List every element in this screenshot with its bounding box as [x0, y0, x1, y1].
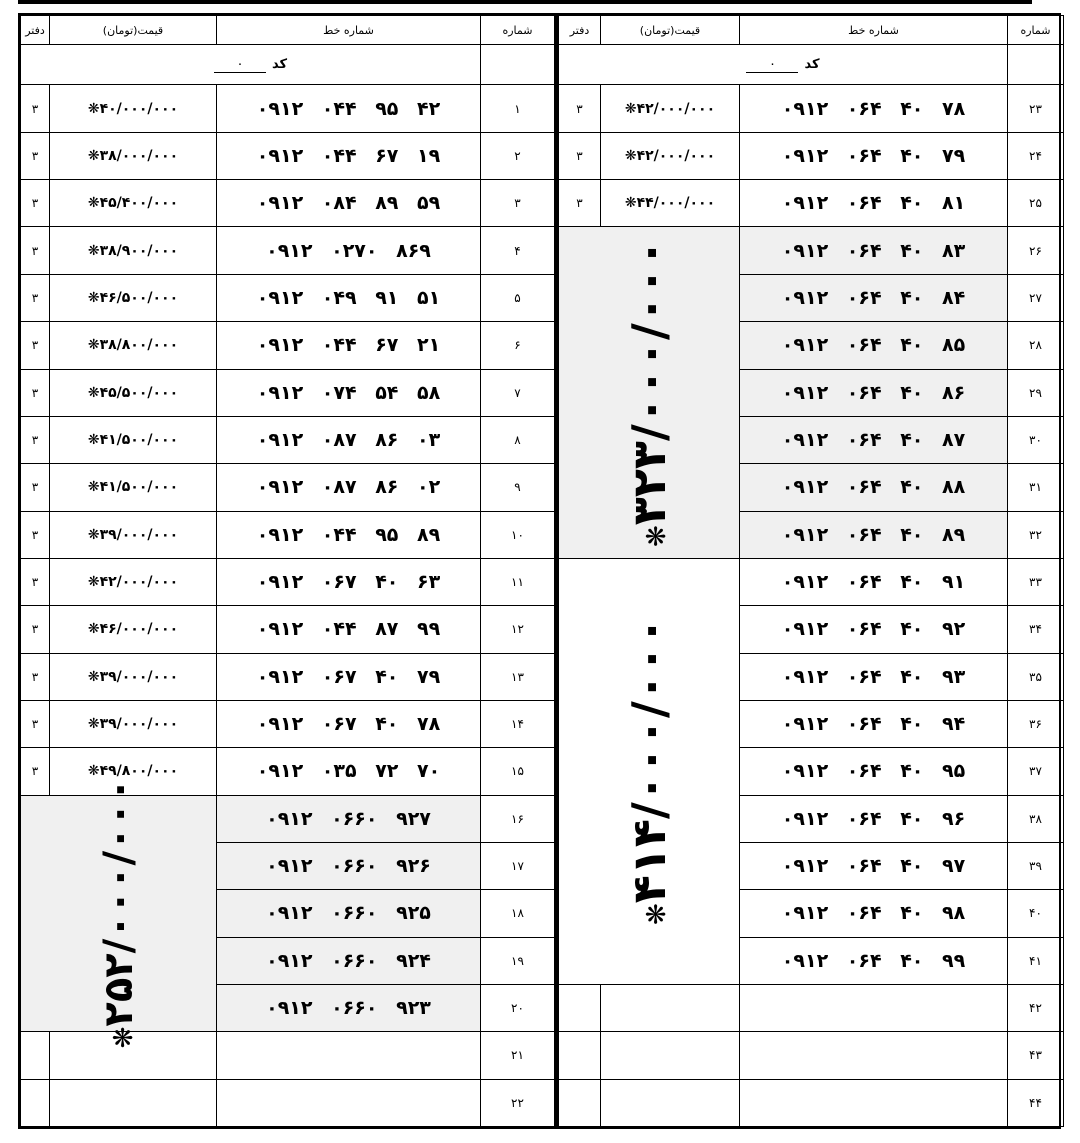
row-number: ۳۵ [1008, 653, 1064, 700]
code-row [21, 45, 481, 85]
line-number-cell: ۰۹۱۲ ۰۷۴ ۵۴ ۵۸ [217, 369, 481, 416]
price-value: ۴۶/۰۰۰/۰۰۰ [99, 621, 179, 638]
table-row [559, 1032, 1064, 1079]
daftar-cell [21, 1079, 50, 1126]
star-mark: ❋ [87, 195, 100, 212]
table-row [21, 606, 555, 653]
line-number-cell [740, 984, 1008, 1031]
row-number: ۱۸ [481, 890, 555, 937]
price-value: ۳۸/۸۰۰/۰۰۰ [99, 337, 179, 354]
daftar-cell: ۳ [21, 558, 50, 605]
line-number-cell: ۰۹۱۲ ۰۶۴ ۴۰ ۸۳ [740, 227, 1008, 274]
row-number: ۲۰ [481, 984, 555, 1031]
table-row [559, 1079, 1064, 1126]
right-table [20, 15, 555, 1127]
line-number-cell: ۰۹۱۲ ۰۶۴ ۴۰ ۸۵ [740, 322, 1008, 369]
line-number-cell: ۰۹۱۲ ۰۴۴ ۸۷ ۹۹ [217, 606, 481, 653]
price-value: ۴۱/۵۰۰/۰۰۰ [99, 479, 179, 496]
row-number: ۱ [481, 85, 555, 132]
price-cell [50, 369, 217, 416]
row-number: ۴۳ [1008, 1032, 1064, 1079]
daftar-cell: ۳ [559, 180, 601, 227]
row-number: ۳ [481, 180, 555, 227]
row-number: ۳۶ [1008, 700, 1064, 747]
price-cell [601, 1079, 740, 1126]
daftar-cell: ۳ [559, 132, 601, 179]
price-cell [601, 984, 740, 1031]
row-number: ۲۹ [1008, 369, 1064, 416]
group-price [622, 239, 676, 547]
daftar-cell: ۳ [21, 322, 50, 369]
price-cell [50, 227, 217, 274]
row-number: ۲۱ [481, 1032, 555, 1079]
price-cell [50, 274, 217, 321]
star-mark: ❋ [87, 289, 100, 306]
row-number: ۱۶ [481, 795, 555, 842]
line-number-cell: ۰۹۱۲ ۰۳۵ ۷۲ ۷۰ [217, 748, 481, 795]
header-daftar: دفتر [559, 16, 601, 45]
row-number: ۱۱ [481, 558, 555, 605]
line-number-cell: ۰۹۱۲ ۰۶۷ ۴۰ ۶۳ [217, 558, 481, 605]
price-cell [50, 1079, 217, 1126]
line-number-cell: ۰۹۱۲ ۰۶۴ ۴۰ ۹۸ [740, 890, 1008, 937]
header-price: قیمت(تومان) [601, 16, 740, 45]
line-number-cell: ۰۹۱۲ ۰۶۶۰ ۹۲۳ [217, 984, 481, 1031]
row-number: ۲۶ [1008, 227, 1064, 274]
line-number-cell: ۰۹۱۲ ۰۴۴ ۹۵ ۸۹ [217, 511, 481, 558]
row-number: ۲۸ [1008, 322, 1064, 369]
star-mark: ❋ [87, 147, 100, 164]
price-cell [50, 653, 217, 700]
star-mark: ❋ [87, 432, 100, 449]
price-list-sheet [18, 13, 1061, 1129]
star-mark: ❋ [87, 479, 100, 496]
row-number: ۲۳ [1008, 85, 1064, 132]
row-number: ۲۴ [1008, 132, 1064, 179]
table-row [21, 795, 555, 842]
price-cell [50, 180, 217, 227]
price-value: ۴۱/۵۰۰/۰۰۰ [99, 432, 179, 449]
price-value: ۴۲/۰۰۰/۰۰۰ [636, 147, 716, 164]
price-cell [50, 85, 217, 132]
price-value: ۴۹/۸۰۰/۰۰۰ [99, 763, 179, 780]
line-number-cell: ۰۹۱۲ ۰۶۴ ۴۰ ۸۸ [740, 464, 1008, 511]
daftar-cell: ۳ [21, 464, 50, 511]
star-mark: ❋ [87, 763, 100, 780]
line-number-cell [217, 1079, 481, 1126]
group-price-value: ۳۲۳/۰۰۰/۰۰۰ [622, 238, 676, 525]
star-mark: ❋ [87, 668, 100, 685]
line-number-cell: ۰۹۱۲ ۰۶۶۰ ۹۲۶ [217, 842, 481, 889]
row-number: ۳۰ [1008, 416, 1064, 463]
line-number-cell: ۰۹۱۲ ۰۴۴ ۹۵ ۴۲ [217, 85, 481, 132]
price-value: ۳۸/۰۰۰/۰۰۰ [99, 147, 179, 164]
row-number: ۴۰ [1008, 890, 1064, 937]
table-row [21, 180, 555, 227]
daftar-cell: ۳ [21, 653, 50, 700]
daftar-cell [559, 984, 601, 1031]
daftar-cell: ۳ [21, 416, 50, 463]
row-number: ۲۷ [1008, 274, 1064, 321]
daftar-cell: ۳ [21, 227, 50, 274]
daftar-cell: ۳ [559, 85, 601, 132]
left-table-half [554, 15, 1063, 1127]
table-row [559, 227, 1064, 274]
line-number-cell [740, 1032, 1008, 1079]
line-number-cell: ۰۹۱۲ ۰۶۶۰ ۹۲۴ [217, 937, 481, 984]
line-number-cell: ۰۹۱۲ ۰۶۴ ۴۰ ۹۲ [740, 606, 1008, 653]
row-number: ۳۲ [1008, 511, 1064, 558]
row-number: ۶ [481, 322, 555, 369]
star-mark: ❋ [624, 195, 637, 212]
row-number: ۱۴ [481, 700, 555, 747]
line-number-cell [217, 1032, 481, 1079]
row-number: ۳۹ [1008, 842, 1064, 889]
left-rows [559, 85, 1064, 1127]
star-mark: ❋ [87, 337, 100, 354]
row-number: ۳۴ [1008, 606, 1064, 653]
table-row [21, 274, 555, 321]
star-mark: ❋ [624, 100, 637, 117]
line-number-cell: ۰۹۱۲ ۰۸۷ ۸۶ ۰۲ [217, 464, 481, 511]
row-number: ۱۷ [481, 842, 555, 889]
code-value: ۰ [746, 57, 798, 73]
line-number-cell: ۰۹۱۲ ۰۶۴ ۴۰ ۹۵ [740, 748, 1008, 795]
code-label: کد [271, 56, 288, 72]
star-mark: ❋ [87, 621, 100, 638]
star-mark: ❋ [87, 716, 100, 733]
line-number-cell: ۰۹۱۲ ۰۶۴ ۴۰ ۹۷ [740, 842, 1008, 889]
table-row [21, 132, 555, 179]
price-cell [601, 1032, 740, 1079]
line-number-cell: ۰۹۱۲ ۰۶۶۰ ۹۲۵ [217, 890, 481, 937]
row-number: ۱۲ [481, 606, 555, 653]
price-value: ۳۹/۰۰۰/۰۰۰ [99, 668, 179, 685]
table-row [21, 511, 555, 558]
header-price: قیمت(تومان) [50, 16, 217, 45]
price-cell [50, 464, 217, 511]
daftar-cell [559, 1032, 601, 1079]
table-row [21, 700, 555, 747]
group-price-value: ۴۱۴/۰۰۰/۰۰۰ [622, 617, 676, 904]
row-number: ۳۳ [1008, 558, 1064, 605]
star-mark: ❋ [87, 100, 100, 117]
line-number-cell: ۰۹۱۲ ۰۶۴ ۴۰ ۹۹ [740, 937, 1008, 984]
row-number: ۱۰ [481, 511, 555, 558]
daftar-cell: ۳ [21, 132, 50, 179]
row-number: ۳۸ [1008, 795, 1064, 842]
price-value: ۴۰/۰۰۰/۰۰۰ [99, 100, 179, 117]
table-row [21, 85, 555, 132]
right-rows [21, 85, 555, 1127]
star-mark: ❋ [642, 903, 672, 926]
daftar-cell: ۳ [21, 606, 50, 653]
top-rule [18, 0, 1032, 4]
table-row [559, 132, 1064, 179]
line-number-cell: ۰۹۱۲ ۰۶۴ ۴۰ ۸۱ [740, 180, 1008, 227]
header-line: شماره خط [740, 16, 1008, 45]
price-value: ۴۴/۰۰۰/۰۰۰ [636, 195, 716, 212]
star-mark: ❋ [87, 384, 100, 401]
table-row [21, 464, 555, 511]
row-number: ۱۵ [481, 748, 555, 795]
row-number: ۲ [481, 132, 555, 179]
line-number-cell: ۰۹۱۲ ۰۴۴ ۶۷ ۱۹ [217, 132, 481, 179]
row-number: ۵ [481, 274, 555, 321]
price-cell [50, 132, 217, 179]
price-cell [601, 132, 740, 179]
price-value: ۴۶/۵۰۰/۰۰۰ [99, 289, 179, 306]
star-mark: ❋ [108, 1027, 139, 1049]
daftar-cell: ۳ [21, 274, 50, 321]
daftar-cell: ۳ [21, 369, 50, 416]
header-daftar: دفتر [21, 16, 50, 45]
table-row [21, 416, 555, 463]
table-row [559, 180, 1064, 227]
row-number: ۷ [481, 369, 555, 416]
price-cell [50, 558, 217, 605]
row-number: ۲۲ [481, 1079, 555, 1126]
group-price [622, 617, 676, 925]
price-cell [601, 180, 740, 227]
price-cell [50, 606, 217, 653]
line-number-cell: ۰۹۱۲ ۰۶۷ ۴۰ ۷۹ [217, 653, 481, 700]
star-mark: ❋ [87, 574, 100, 591]
line-number-cell: ۰۹۱۲ ۰۴۴ ۶۷ ۲۱ [217, 322, 481, 369]
star-mark: ❋ [642, 524, 672, 547]
price-value: ۴۵/۵۰۰/۰۰۰ [99, 384, 179, 401]
line-number-cell: ۰۹۱۲ ۰۶۴ ۴۰ ۹۶ [740, 795, 1008, 842]
price-value: ۳۹/۰۰۰/۰۰۰ [99, 716, 179, 733]
star-mark: ❋ [87, 526, 100, 543]
row-number: ۱۳ [481, 653, 555, 700]
code-label: کد [804, 56, 820, 72]
price-value: ۳۸/۹۰۰/۰۰۰ [99, 242, 179, 259]
daftar-cell: ۳ [21, 700, 50, 747]
star-mark: ❋ [624, 147, 637, 164]
header-shomare: شماره [1008, 16, 1064, 45]
price-value: ۴۵/۴۰۰/۰۰۰ [99, 195, 179, 212]
price-cell [50, 700, 217, 747]
code-row-num [1008, 45, 1064, 85]
table-row [559, 85, 1064, 132]
daftar-cell: ۳ [21, 748, 50, 795]
row-number: ۴۲ [1008, 984, 1064, 1031]
code-row [559, 45, 1008, 85]
group-price [96, 778, 142, 1049]
row-number: ۴۴ [1008, 1079, 1064, 1126]
row-number: ۹ [481, 464, 555, 511]
price-cell [50, 511, 217, 558]
line-number-cell [740, 1079, 1008, 1126]
line-number-cell: ۰۹۱۲ ۰۶۴ ۴۰ ۹۱ [740, 558, 1008, 605]
line-number-cell: ۰۹۱۲ ۰۶۶۰ ۹۲۷ [217, 795, 481, 842]
row-number: ۴۱ [1008, 937, 1064, 984]
line-number-cell: ۰۹۱۲ ۰۴۹ ۹۱ ۵۱ [217, 274, 481, 321]
table-row [559, 984, 1064, 1031]
table-row [21, 322, 555, 369]
daftar-cell [559, 1079, 601, 1126]
line-number-cell: ۰۹۱۲ ۰۶۴ ۴۰ ۷۹ [740, 132, 1008, 179]
table-row [21, 653, 555, 700]
price-cell [50, 322, 217, 369]
daftar-cell: ۳ [21, 511, 50, 558]
line-number-cell: ۰۹۱۲ ۰۶۷ ۴۰ ۷۸ [217, 700, 481, 747]
row-number: ۱۹ [481, 937, 555, 984]
daftar-cell [21, 1032, 50, 1079]
line-number-cell: ۰۹۱۲ ۰۶۴ ۴۰ ۸۹ [740, 511, 1008, 558]
line-number-cell: ۰۹۱۲ ۰۶۴ ۴۰ ۹۴ [740, 700, 1008, 747]
table-row [21, 369, 555, 416]
line-number-cell: ۰۹۱۲ ۰۶۴ ۴۰ ۹۳ [740, 653, 1008, 700]
code-row-num [481, 45, 555, 85]
table-row [21, 558, 555, 605]
row-number: ۲۵ [1008, 180, 1064, 227]
price-cell [601, 85, 740, 132]
line-number-cell: ۰۹۱۲ ۰۶۴ ۴۰ ۸۴ [740, 274, 1008, 321]
line-number-cell: ۰۹۱۲ ۰۸۷ ۸۶ ۰۳ [217, 416, 481, 463]
right-table-half [20, 15, 554, 1127]
header-line: شماره خط [217, 16, 481, 45]
price-value: ۴۲/۰۰۰/۰۰۰ [99, 574, 179, 591]
line-number-cell: ۰۹۱۲ ۰۸۴ ۸۹ ۵۹ [217, 180, 481, 227]
star-mark: ❋ [87, 242, 100, 259]
price-cell [50, 416, 217, 463]
row-number: ۳۷ [1008, 748, 1064, 795]
line-number-cell: ۰۹۱۲ ۰۶۴ ۴۰ ۸۶ [740, 369, 1008, 416]
daftar-cell: ۳ [21, 85, 50, 132]
price-value: ۴۲/۰۰۰/۰۰۰ [636, 100, 716, 117]
line-number-cell: ۰۹۱۲ ۰۲۷۰ ۸۶۹ [217, 227, 481, 274]
table-row [559, 558, 1064, 605]
row-number: ۴ [481, 227, 555, 274]
line-number-cell: ۰۹۱۲ ۰۶۴ ۴۰ ۸۷ [740, 416, 1008, 463]
header-shomare: شماره [481, 16, 555, 45]
daftar-cell: ۳ [21, 180, 50, 227]
group-price-cell [21, 778, 217, 1049]
row-number: ۳۱ [1008, 464, 1064, 511]
table-row [21, 227, 555, 274]
left-table [558, 15, 1064, 1127]
group-price-cell [559, 558, 740, 984]
price-value: ۳۹/۰۰۰/۰۰۰ [99, 526, 179, 543]
code-value: ۰ [214, 57, 266, 73]
row-number: ۸ [481, 416, 555, 463]
group-price-cell [559, 227, 740, 558]
table-row [21, 1079, 555, 1126]
line-number-cell: ۰۹۱۲ ۰۶۴ ۴۰ ۷۸ [740, 85, 1008, 132]
group-price-value: ۲۵۲/۰۰۰/۰۰۰ [95, 778, 142, 1028]
